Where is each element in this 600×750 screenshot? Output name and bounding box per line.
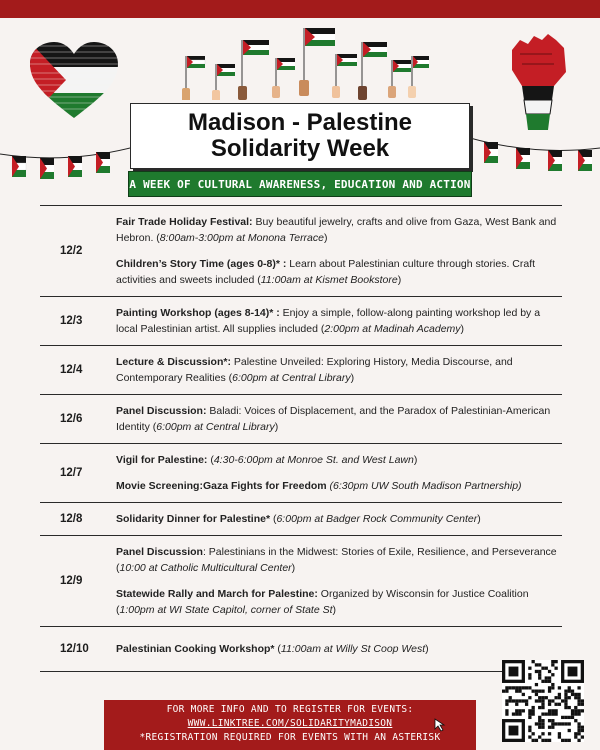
event-close: ) (350, 372, 355, 384)
event-description: Buy beautiful jewelry, crafts and olive from Gaza, West Bank and Hebron. ( (116, 216, 557, 244)
event-title: Panel Discussion (116, 546, 203, 558)
event-close: ) (291, 562, 296, 574)
event-title: Palestinian Cooking Workshop* (116, 643, 275, 655)
bunting-flags-icon (0, 140, 130, 192)
event-title: Vigil for Palestine: (116, 454, 208, 466)
event-item (116, 354, 562, 386)
event-close: ) (397, 274, 402, 286)
event-date: 12/3 (60, 315, 83, 327)
event-description: ( (207, 454, 214, 466)
event-item (116, 256, 562, 288)
bunting-flags-icon (470, 130, 600, 186)
event-title: Children’s Story Time (ages 0-8)* : (116, 258, 287, 270)
event-title: Statewide Rally and March for Palestine: (116, 588, 318, 600)
event-title: Solidarity Dinner for Palestine* (116, 513, 271, 525)
event-description: Learn about Palestinian culture through stories. Craft activities and sweets included ( (116, 258, 536, 286)
event-time-location: 10:00 at Catholic Multicultural Center (119, 562, 292, 574)
event-title: Panel Discussion: (116, 405, 207, 417)
hands-holding-flags-icon (180, 28, 430, 100)
event-close: ) (477, 513, 481, 525)
cursor-arrow-icon (434, 718, 448, 732)
page-title-line-2: Solidarity Week (210, 135, 390, 162)
footer-asterisk-note: *REGISTRATION REQUIRED FOR EVENTS WITH AN ASTERISK (139, 732, 441, 743)
event-date: 12/9 (60, 575, 83, 587)
footer-info-line: FOR MORE INFO AND TO REGISTER FOR EVENTS: (166, 704, 414, 715)
event-item (116, 478, 562, 494)
event-description: Enjoy a simple, follow-along painting workshop led by a local Palestinian artist. All supplies included ( (116, 307, 541, 335)
event-description: ( (270, 513, 277, 525)
page-title-line-1: Madison - Palestine (187, 109, 413, 136)
event-time-location: 4:30-6:00pm at Monroe St. and West Lawn (213, 454, 414, 466)
schedule-row (40, 626, 562, 672)
qr-code-icon[interactable] (502, 660, 584, 742)
event-time-location: 11:00am at Willy St Coop West (280, 643, 426, 655)
registration-link[interactable]: WWW.LINKTREE.COM/SOLIDARITYMADISON (187, 718, 393, 729)
event-item (116, 452, 562, 468)
event-description: Baladi: Voices of Displacement, and the Paradox of Palestinian-American Identity ( (116, 405, 551, 433)
event-item (116, 544, 562, 576)
event-close: ) (413, 454, 418, 466)
schedule-row (40, 296, 562, 345)
event-time-location: 6:00pm at Central Library (232, 372, 351, 384)
event-close: ) (332, 604, 337, 616)
schedule-row (40, 535, 562, 626)
event-close: ) (274, 421, 279, 433)
event-description: ( (274, 643, 281, 655)
event-time-location: 11:00am at Kismet Bookstore (260, 274, 398, 286)
event-time-location: 1:00pm at WI State Capitol, corner of State St (119, 604, 333, 616)
event-date: 12/4 (60, 364, 83, 376)
event-title: Lecture & Discussion*: (116, 356, 231, 368)
top-red-bar (0, 0, 600, 18)
event-description: Palestine Unveiled: Exploring History, Media Discourse, and Contemporary Realities ( (116, 356, 513, 384)
event-schedule (40, 205, 562, 672)
event-item (116, 214, 562, 246)
event-time-location: 6:00pm at Central Library (156, 421, 275, 433)
event-time-location: 8:00am-3:00pm at Monona Terrace (159, 232, 324, 244)
schedule-row (40, 502, 562, 535)
raised-fist-icon (502, 30, 574, 130)
event-title: Fair Trade Holiday Festival: (116, 216, 253, 228)
event-date: 12/8 (60, 513, 83, 525)
registration-footer (104, 700, 476, 750)
title-box (130, 103, 470, 169)
event-time-location: (6:30pm UW South Madison Partnership) (329, 480, 522, 492)
event-date: 12/10 (60, 643, 89, 655)
heart-flag-icon (28, 40, 120, 120)
event-description: : Palestinians in the Midwest: Stories of Exile, Resilience, and Perseverance ( (116, 546, 557, 574)
event-close: ) (324, 232, 328, 244)
schedule-row (40, 345, 562, 394)
event-date: 12/2 (60, 245, 83, 257)
event-item (116, 403, 562, 435)
event-close: ) (425, 643, 429, 655)
event-item (116, 511, 562, 527)
event-item (116, 641, 562, 657)
event-title: Painting Workshop (ages 8-14)* : (116, 307, 280, 319)
event-close: ) (460, 323, 465, 335)
event-time-location: 6:00pm at Badger Rock Community Center (276, 513, 478, 525)
tagline-banner: A WEEK OF CULTURAL AWARENESS, EDUCATION AND ACTION (128, 171, 472, 197)
schedule-row (40, 394, 562, 443)
event-date: 12/6 (60, 413, 83, 425)
schedule-row (40, 205, 562, 296)
event-description: Organized by Wisconsin for Justice Coalition ( (116, 588, 529, 616)
event-title: Movie Screening:Gaza Fights for Freedom (116, 480, 327, 492)
event-date: 12/7 (60, 467, 83, 479)
event-time-location: 2:00pm at Madinah Academy (324, 323, 461, 335)
event-item (116, 586, 562, 618)
event-item (116, 305, 562, 337)
schedule-row (40, 443, 562, 502)
